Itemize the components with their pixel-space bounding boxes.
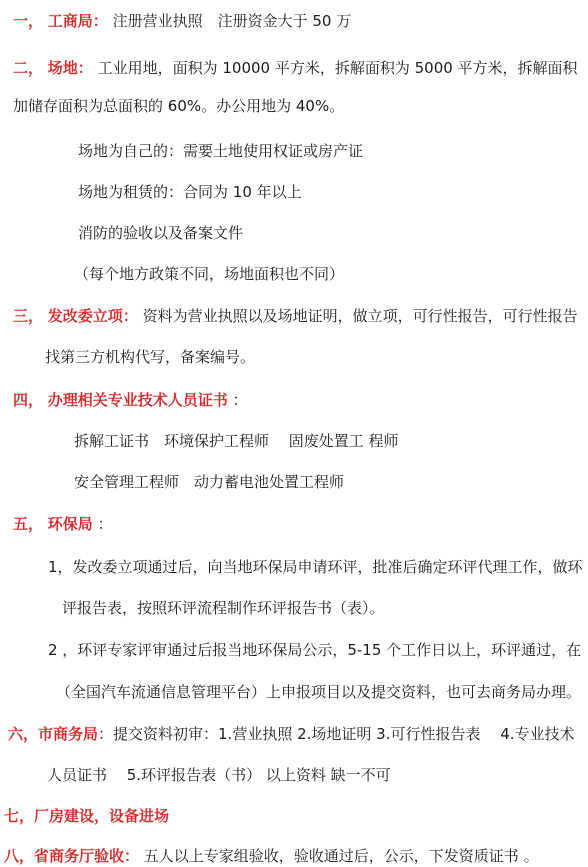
section-4-number: 四，: [13, 391, 44, 409]
section-2-text-2: 加储存面积为总面积的 60%。办公用地为 40%。: [13, 97, 345, 115]
section-7-title: 七，厂房建设，设备进场: [4, 807, 170, 825]
section-3-title: 发改委立项：: [47, 307, 138, 325]
section-5-colon: ：: [97, 515, 113, 533]
section-4-certs-row-1: 拆解工证书 环境保护工程师 固废处置工 程师: [74, 432, 399, 450]
section-7: [4, 806, 169, 826]
section-8-text: 五人以上专家组验收，验收通过后，公示，下发资质证书 。: [143, 847, 539, 865]
section-2-note: （每个地方政策不同，场地面积也不同）: [74, 265, 345, 283]
section-5-number: 五，: [13, 515, 44, 533]
section-5-para-2-line-2: （全国汽车流通信息管理平台）上申报项目以及提交资料，也可去商务局办理。: [56, 683, 582, 701]
section-1-number: 一，: [13, 12, 44, 30]
section-3-text-1: 资料为营业执照以及场地证明，做立项，可行性报告，可行性报告: [142, 307, 578, 325]
section-5-para-1-line-1: 1，发改委立项通过后，向当地环保局申请环评，批准后确定环评代理工作，做环: [48, 558, 583, 576]
section-2: [13, 58, 578, 78]
section-1: [13, 11, 351, 31]
section-5: [13, 514, 113, 534]
section-2-title: 场地：: [47, 59, 93, 77]
section-4: [13, 390, 248, 410]
section-2-number: 二，: [13, 59, 44, 77]
section-2-item-1: 场地为自己的：需要土地使用权证或房产证: [78, 142, 364, 160]
section-8: [4, 846, 539, 866]
section-6-text-1: ：提交资料初审：1.营业执照 2.场地证明 3.可行性报告表 4.专业技术: [98, 725, 575, 743]
section-6-title: 六，市商务局: [8, 725, 99, 743]
section-5-para-1-line-2: 评报告表，按照环评流程制作环评报告书（表）。: [62, 599, 385, 617]
section-2-item-2: 场地为租赁的：合同为 10 年以上: [78, 183, 302, 201]
section-4-title: 办理相关专业技术人员证书: [47, 391, 228, 409]
section-3-text-2: 找第三方机构代写，备案编号。: [45, 348, 256, 366]
section-2-text-1: 工业用地，面积为 10000 平方米，拆解面积为 5000 平方米，拆解面积: [97, 59, 578, 77]
section-3: [13, 306, 578, 326]
section-8-title: 八，省商务厅验收：: [4, 847, 140, 865]
section-4-certs-row-2: 安全管理工程师 动力蓄电池处置工程师: [74, 473, 345, 491]
section-3-number: 三，: [13, 307, 44, 325]
section-5-para-2-line-1: 2 ，环评专家评审通过后报当地环保局公示，5-15 个工作日以上，环评通过，在: [48, 641, 582, 659]
section-6: [8, 724, 575, 744]
section-4-colon: ：: [232, 391, 248, 409]
section-1-text: 注册营业执照 注册资金大于 50 万: [112, 12, 352, 30]
section-1-title: 工商局：: [47, 12, 108, 30]
section-2-item-3: 消防的验收以及备案文件: [78, 224, 244, 242]
section-6-text-2: 人员证书 5.环评报告表（书） 以上资料 缺一不可: [47, 766, 391, 784]
section-5-title: 环保局: [47, 515, 93, 533]
